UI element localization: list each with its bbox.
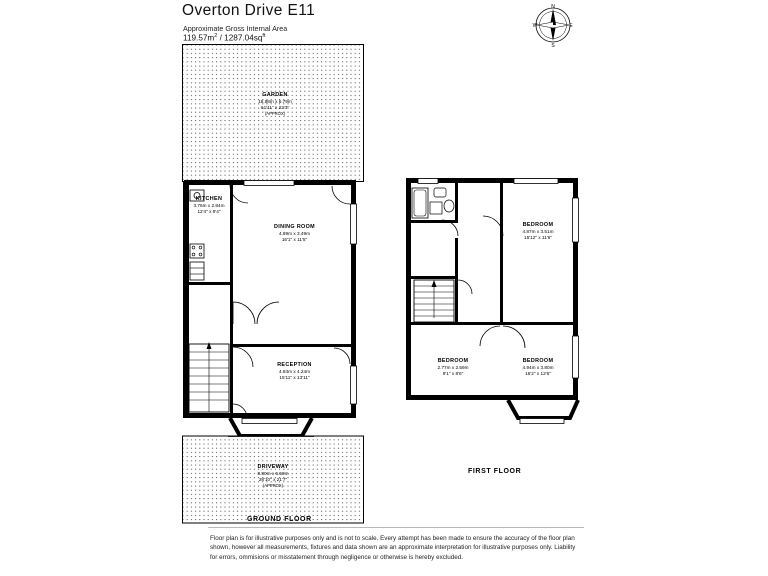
room-label-driveway: DRIVEWAY 8.80m x 6.58m 28'10" x 21'7" (APPROX) xyxy=(257,464,289,488)
room-label-reception: RECEPTION 4.84m x 4.24m 15'11" x 13'11" xyxy=(277,362,312,380)
page-title: Overton Drive E11 xyxy=(182,2,316,19)
room-label-kitchen: KITCHEN 3.76m x 2.84m 12'4" x 9'4" xyxy=(193,196,225,214)
room-label-bedroom-3: BEDROOM 4.94m x 3.80m 16'2" x 12'6" xyxy=(522,358,554,376)
room-label-bedroom-2: BEDROOM 2.77m x 2.59m 9'1" x 8'6" xyxy=(437,358,469,376)
ground-floor-label: GROUND FLOOR xyxy=(247,516,312,523)
area-metric: 119.57m xyxy=(183,33,215,43)
footer-divider xyxy=(208,527,584,528)
area-values xyxy=(183,33,265,43)
area-imperial-sup: ft xyxy=(262,33,266,39)
area-subtitle: Approximate Gross Internal Area xyxy=(183,24,288,33)
compass-rose xyxy=(530,2,576,48)
area-metric-sup: 2 xyxy=(214,33,218,39)
svg-text:N: N xyxy=(551,4,555,10)
room-label-dining-room: DINING ROOM 4.89m x 3.49m 16'1" x 11'5" xyxy=(274,224,315,242)
svg-text:E: E xyxy=(569,23,573,29)
svg-text:W: W xyxy=(532,23,538,29)
svg-text:S: S xyxy=(551,43,555,48)
area-separator: / xyxy=(219,33,222,43)
first-floor-plan xyxy=(404,176,590,444)
disclaimer-text: Floor plan is for illustrative purposes only and is not to scale. Every attempt has been made to ensure the accuracy of the floor plan shown, however all measurements, fixtures and data shown are an approximate interpretation for illustrative purposes only. Liability for errors, ommisions or misstatement through negligence or otherwise is hereby excluded. xyxy=(210,535,576,561)
room-label-garden: GARDEN 18.88m x 6.79m 61'11" x 22'3" (APPROX) xyxy=(258,92,292,116)
room-label-bedroom-1: BEDROOM 4.87m x 3.51m 15'12" x 11'6" xyxy=(522,222,554,240)
ground-floor-plan xyxy=(182,44,368,524)
first-floor-label: FIRST FLOOR xyxy=(468,468,522,475)
area-imperial: 1287.04sq xyxy=(224,33,263,43)
